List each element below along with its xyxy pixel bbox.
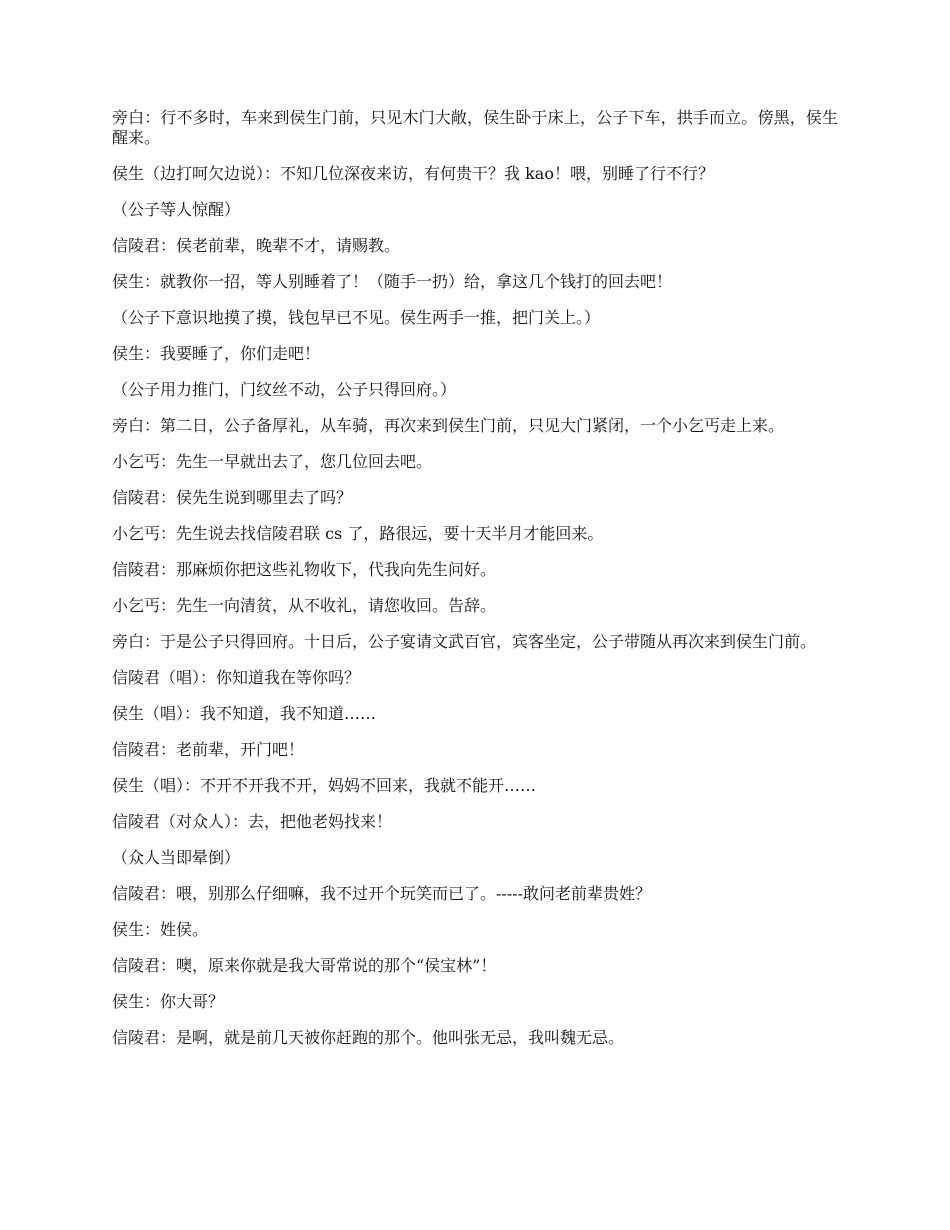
paragraph-housheng-5: 侯生（唱）：不开不开我不开，妈妈不回来，我就不能开…… [112, 776, 537, 795]
paragraph-xinlingjun-6: 信陵君（对众人）：去，把他老妈找来！ [112, 812, 393, 831]
paragraph-xinlingjun-5: 信陵君：老前辈，开门吧！ [112, 740, 305, 759]
paragraph-xinlingjun-7: 信陵君：喂，别那么仔细嘛，我不过开个玩笑而已了。-----敢问老前辈贵姓？ [112, 884, 652, 903]
paragraph-narration-1: 旁白：行不多时，车来到侯生门前，只见木门大敞，侯生卧于床上，公子下车，拱手而立。傍黑，侯生醒来。 [112, 108, 838, 147]
paragraph-stage-direction-2: （公子下意识地摸了摸，钱包早已不见。侯生两手一推，把门关上。） [112, 308, 601, 327]
paragraph-xinlingjun-9: 信陵君：是啊，就是前几天被你赶跑的那个。他叫张无忌，我叫魏无忌。 [112, 1028, 625, 1047]
paragraph-housheng-1: 侯生（边打呵欠边说）：不知几位深夜来访，有何贵干？我 kao！喂，别睡了行不行？ [112, 164, 714, 183]
paragraph-xinlingjun-2: 信陵君：侯先生说到哪里去了吗？ [112, 488, 353, 507]
paragraph-beggar-1: 小乞丐：先生一早就出去了，您几位回去吧。 [112, 452, 433, 471]
paragraph-xinlingjun-3: 信陵君：那麻烦你把这些礼物收下，代我向先生问好。 [112, 560, 497, 579]
paragraph-housheng-7: 侯生：你大哥？ [112, 992, 225, 1011]
paragraph-stage-direction-4: （众人当即晕倒） [112, 848, 241, 867]
paragraph-housheng-2: 侯生：就教你一招，等人别睡着了！（随手一扔）给，拿这几个钱打的回去吧！ [112, 272, 673, 291]
paragraph-stage-direction-3: （公子用力推门，门纹丝不动，公子只得回府。） [112, 380, 457, 399]
paragraph-housheng-3: 侯生：我要睡了，你们走吧！ [112, 344, 321, 363]
paragraph-beggar-3: 小乞丐：先生一向清贫，从不收礼，请您收回。告辞。 [112, 596, 497, 615]
paragraph-beggar-2: 小乞丐：先生说去找信陵君联 cs 了，路很远，要十天半月才能回来。 [112, 524, 604, 543]
paragraph-xinlingjun-1: 信陵君：侯老前辈，晚辈不才，请赐教。 [112, 236, 401, 255]
paragraph-narration-2: 旁白：第二日，公子备厚礼，从车骑，再次来到侯生门前，只见大门紧闭，一个小乞丐走上来。 [112, 416, 785, 435]
paragraph-xinlingjun-4: 信陵君（唱）：你知道我在等你吗？ [112, 668, 361, 687]
paragraph-narration-3: 旁白：于是公子只得回府。十日后，公子宴请文武百官，宾客坐定，公子带随从再次来到侯生门前。 [112, 632, 817, 651]
paragraph-xinlingjun-8: 信陵君：噢，原来你就是我大哥常说的那个“侯宝林”！ [112, 956, 497, 975]
document-body [112, 108, 838, 1048]
paragraph-housheng-6: 侯生：姓侯。 [112, 920, 209, 939]
paragraph-housheng-4: 侯生（唱）：我不知道，我不知道…… [112, 704, 377, 723]
paragraph-stage-direction-1: （公子等人惊醒） [112, 200, 241, 219]
